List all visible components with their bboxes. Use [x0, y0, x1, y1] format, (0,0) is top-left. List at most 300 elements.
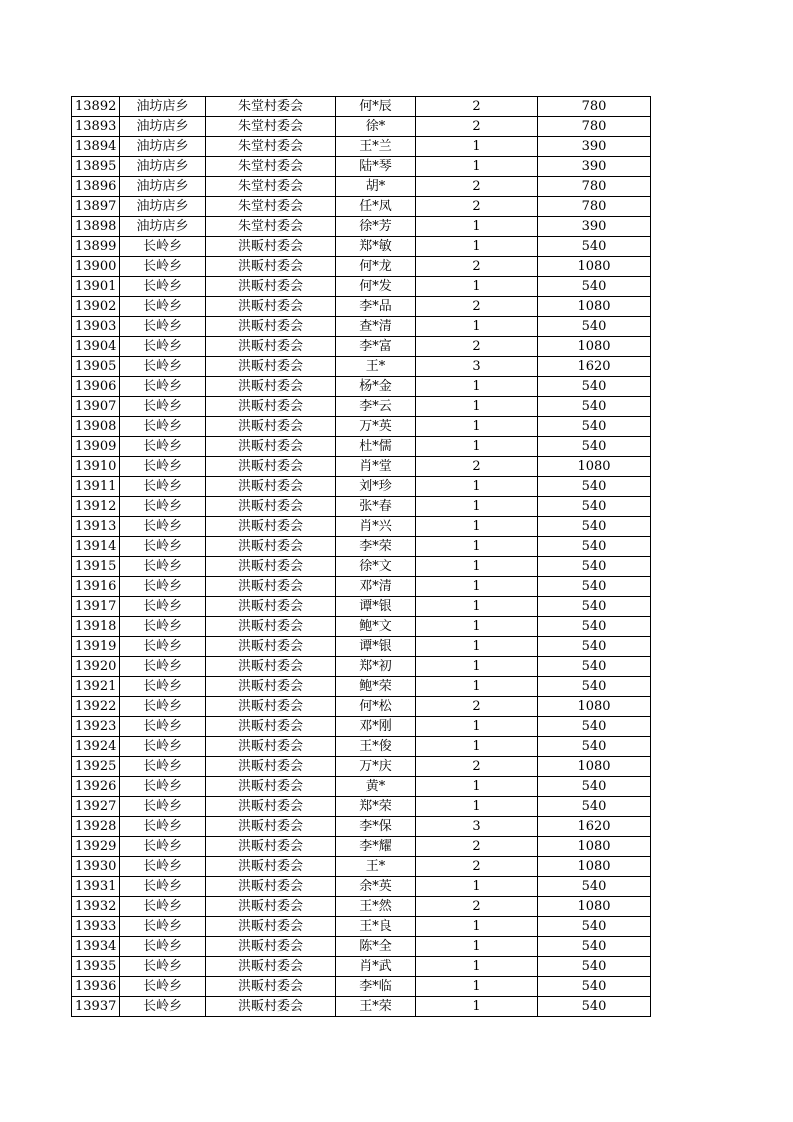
household-count-cell: 1: [416, 417, 538, 437]
village-committee-cell: 洪畈村委会: [206, 697, 336, 717]
table-row: [72, 657, 651, 677]
table-row: [72, 697, 651, 717]
amount-cell: 780: [538, 177, 651, 197]
township-cell: 长岭乡: [120, 417, 206, 437]
household-count-cell: 1: [416, 517, 538, 537]
township-cell: 长岭乡: [120, 357, 206, 377]
household-count-cell: 1: [416, 957, 538, 977]
household-count-cell: 1: [416, 997, 538, 1017]
township-cell: 长岭乡: [120, 317, 206, 337]
table-row: [72, 157, 651, 177]
name-cell: 鲍*文: [336, 617, 416, 637]
household-count-cell: 1: [416, 137, 538, 157]
table-row: [72, 237, 651, 257]
table-row: [72, 537, 651, 557]
village-committee-cell: 洪畈村委会: [206, 597, 336, 617]
table-row: [72, 817, 651, 837]
table-row: [72, 437, 651, 457]
table-row: [72, 517, 651, 537]
household-count-cell: 2: [416, 837, 538, 857]
household-count-cell: 2: [416, 177, 538, 197]
household-count-cell: 2: [416, 857, 538, 877]
name-cell: 陆*琴: [336, 157, 416, 177]
amount-cell: 540: [538, 997, 651, 1017]
household-count-cell: 1: [416, 397, 538, 417]
household-count-cell: 1: [416, 537, 538, 557]
household-count-cell: 2: [416, 117, 538, 137]
name-cell: 郑*荣: [336, 797, 416, 817]
amount-cell: 1080: [538, 337, 651, 357]
amount-cell: 540: [538, 797, 651, 817]
household-count-cell: 1: [416, 657, 538, 677]
table-row: [72, 857, 651, 877]
household-count-cell: 1: [416, 937, 538, 957]
amount-cell: 540: [538, 677, 651, 697]
name-cell: 黄*: [336, 777, 416, 797]
household-count-cell: 1: [416, 557, 538, 577]
village-committee-cell: 洪畈村委会: [206, 477, 336, 497]
table-row: [72, 797, 651, 817]
amount-cell: 540: [538, 877, 651, 897]
township-cell: 长岭乡: [120, 437, 206, 457]
table-row: [72, 757, 651, 777]
name-cell: 王*良: [336, 917, 416, 937]
table-row: [72, 617, 651, 637]
name-cell: 万*英: [336, 417, 416, 437]
household-count-cell: 1: [416, 277, 538, 297]
amount-cell: 1080: [538, 837, 651, 857]
row-id-cell: 13919: [72, 637, 120, 657]
township-cell: 长岭乡: [120, 337, 206, 357]
township-cell: 长岭乡: [120, 377, 206, 397]
name-cell: 邓*刚: [336, 717, 416, 737]
row-id-cell: 13937: [72, 997, 120, 1017]
row-id-cell: 13911: [72, 477, 120, 497]
household-count-cell: 3: [416, 357, 538, 377]
name-cell: 余*英: [336, 877, 416, 897]
table-row: [72, 837, 651, 857]
household-count-cell: 2: [416, 197, 538, 217]
name-cell: 李*富: [336, 337, 416, 357]
household-count-cell: 1: [416, 237, 538, 257]
name-cell: 李*保: [336, 817, 416, 837]
table-row: [72, 557, 651, 577]
name-cell: 李*品: [336, 297, 416, 317]
row-id-cell: 13928: [72, 817, 120, 837]
village-committee-cell: 朱堂村委会: [206, 117, 336, 137]
name-cell: 肖*武: [336, 957, 416, 977]
name-cell: 邓*清: [336, 577, 416, 597]
name-cell: 万*庆: [336, 757, 416, 777]
township-cell: 长岭乡: [120, 857, 206, 877]
village-committee-cell: 洪畈村委会: [206, 537, 336, 557]
village-committee-cell: 洪畈村委会: [206, 837, 336, 857]
table-body: [72, 97, 651, 1017]
amount-cell: 390: [538, 157, 651, 177]
row-id-cell: 13921: [72, 677, 120, 697]
name-cell: 刘*珍: [336, 477, 416, 497]
row-id-cell: 13901: [72, 277, 120, 297]
row-id-cell: 13894: [72, 137, 120, 157]
row-id-cell: 13900: [72, 257, 120, 277]
row-id-cell: 13895: [72, 157, 120, 177]
table-row: [72, 777, 651, 797]
name-cell: 王*荣: [336, 997, 416, 1017]
household-count-cell: 2: [416, 257, 538, 277]
table-row: [72, 117, 651, 137]
name-cell: 王*: [336, 357, 416, 377]
household-count-cell: 1: [416, 217, 538, 237]
township-cell: 长岭乡: [120, 277, 206, 297]
household-count-cell: 1: [416, 777, 538, 797]
amount-cell: 540: [538, 577, 651, 597]
township-cell: 油坊店乡: [120, 217, 206, 237]
township-cell: 长岭乡: [120, 477, 206, 497]
village-committee-cell: 朱堂村委会: [206, 137, 336, 157]
table-row: [72, 337, 651, 357]
amount-cell: 540: [538, 917, 651, 937]
village-committee-cell: 洪畈村委会: [206, 657, 336, 677]
village-committee-cell: 朱堂村委会: [206, 97, 336, 117]
name-cell: 郑*初: [336, 657, 416, 677]
amount-cell: 540: [538, 597, 651, 617]
table-row: [72, 637, 651, 657]
township-cell: 长岭乡: [120, 297, 206, 317]
name-cell: 陈*全: [336, 937, 416, 957]
village-committee-cell: 洪畈村委会: [206, 277, 336, 297]
row-id-cell: 13892: [72, 97, 120, 117]
table-row: [72, 477, 651, 497]
village-committee-cell: 朱堂村委会: [206, 177, 336, 197]
name-cell: 王*兰: [336, 137, 416, 157]
name-cell: 徐*: [336, 117, 416, 137]
row-id-cell: 13912: [72, 497, 120, 517]
amount-cell: 540: [538, 737, 651, 757]
township-cell: 长岭乡: [120, 617, 206, 637]
village-committee-cell: 洪畈村委会: [206, 257, 336, 277]
amount-cell: 1080: [538, 257, 651, 277]
row-id-cell: 13909: [72, 437, 120, 457]
row-id-cell: 13910: [72, 457, 120, 477]
row-id-cell: 13933: [72, 917, 120, 937]
township-cell: 油坊店乡: [120, 97, 206, 117]
village-committee-cell: 洪畈村委会: [206, 377, 336, 397]
table-row: [72, 137, 651, 157]
township-cell: 长岭乡: [120, 697, 206, 717]
village-committee-cell: 洪畈村委会: [206, 337, 336, 357]
township-cell: 长岭乡: [120, 637, 206, 657]
village-committee-cell: 洪畈村委会: [206, 637, 336, 657]
township-cell: 长岭乡: [120, 977, 206, 997]
township-cell: 长岭乡: [120, 757, 206, 777]
township-cell: 油坊店乡: [120, 157, 206, 177]
household-count-cell: 1: [416, 677, 538, 697]
name-cell: 谭*银: [336, 597, 416, 617]
village-committee-cell: 洪畈村委会: [206, 917, 336, 937]
subsidy-table: [71, 96, 651, 1017]
township-cell: 长岭乡: [120, 917, 206, 937]
row-id-cell: 13924: [72, 737, 120, 757]
table-row: [72, 457, 651, 477]
amount-cell: 540: [538, 237, 651, 257]
village-committee-cell: 洪畈村委会: [206, 977, 336, 997]
household-count-cell: 1: [416, 737, 538, 757]
row-id-cell: 13932: [72, 897, 120, 917]
name-cell: 肖*堂: [336, 457, 416, 477]
name-cell: 胡*: [336, 177, 416, 197]
name-cell: 徐*芳: [336, 217, 416, 237]
township-cell: 长岭乡: [120, 777, 206, 797]
table-row: [72, 897, 651, 917]
household-count-cell: 1: [416, 497, 538, 517]
table-row: [72, 877, 651, 897]
household-count-cell: 1: [416, 437, 538, 457]
township-cell: 长岭乡: [120, 457, 206, 477]
village-committee-cell: 洪畈村委会: [206, 737, 336, 757]
household-count-cell: 1: [416, 157, 538, 177]
amount-cell: 540: [538, 517, 651, 537]
amount-cell: 540: [538, 417, 651, 437]
row-id-cell: 13913: [72, 517, 120, 537]
name-cell: 李*荣: [336, 537, 416, 557]
household-count-cell: 2: [416, 697, 538, 717]
household-count-cell: 2: [416, 757, 538, 777]
row-id-cell: 13936: [72, 977, 120, 997]
name-cell: 王*: [336, 857, 416, 877]
table-row: [72, 497, 651, 517]
amount-cell: 540: [538, 617, 651, 637]
amount-cell: 540: [538, 317, 651, 337]
table-row: [72, 597, 651, 617]
village-committee-cell: 朱堂村委会: [206, 197, 336, 217]
amount-cell: 1620: [538, 357, 651, 377]
village-committee-cell: 洪畈村委会: [206, 357, 336, 377]
village-committee-cell: 洪畈村委会: [206, 817, 336, 837]
household-count-cell: 2: [416, 897, 538, 917]
village-committee-cell: 洪畈村委会: [206, 897, 336, 917]
name-cell: 徐*文: [336, 557, 416, 577]
village-committee-cell: 洪畈村委会: [206, 717, 336, 737]
table-row: [72, 257, 651, 277]
village-committee-cell: 洪畈村委会: [206, 877, 336, 897]
row-id-cell: 13906: [72, 377, 120, 397]
name-cell: 王*然: [336, 897, 416, 917]
row-id-cell: 13915: [72, 557, 120, 577]
name-cell: 郑*敏: [336, 237, 416, 257]
row-id-cell: 13920: [72, 657, 120, 677]
village-committee-cell: 洪畈村委会: [206, 937, 336, 957]
row-id-cell: 13903: [72, 317, 120, 337]
village-committee-cell: 洪畈村委会: [206, 457, 336, 477]
amount-cell: 390: [538, 217, 651, 237]
township-cell: 长岭乡: [120, 837, 206, 857]
village-committee-cell: 朱堂村委会: [206, 217, 336, 237]
amount-cell: 1080: [538, 897, 651, 917]
row-id-cell: 13914: [72, 537, 120, 557]
amount-cell: 540: [538, 377, 651, 397]
table-row: [72, 977, 651, 997]
township-cell: 油坊店乡: [120, 117, 206, 137]
name-cell: 李*耀: [336, 837, 416, 857]
row-id-cell: 13905: [72, 357, 120, 377]
row-id-cell: 13893: [72, 117, 120, 137]
township-cell: 长岭乡: [120, 577, 206, 597]
household-count-cell: 2: [416, 457, 538, 477]
township-cell: 长岭乡: [120, 597, 206, 617]
table-row: [72, 737, 651, 757]
amount-cell: 540: [538, 537, 651, 557]
household-count-cell: 1: [416, 637, 538, 657]
row-id-cell: 13922: [72, 697, 120, 717]
township-cell: 长岭乡: [120, 517, 206, 537]
name-cell: 杜*儒: [336, 437, 416, 457]
household-count-cell: 3: [416, 817, 538, 837]
name-cell: 任*凤: [336, 197, 416, 217]
amount-cell: 540: [538, 937, 651, 957]
name-cell: 何*龙: [336, 257, 416, 277]
row-id-cell: 13917: [72, 597, 120, 617]
amount-cell: 390: [538, 137, 651, 157]
table-row: [72, 917, 651, 937]
table-row: [72, 417, 651, 437]
township-cell: 油坊店乡: [120, 137, 206, 157]
township-cell: 长岭乡: [120, 737, 206, 757]
table-row: [72, 197, 651, 217]
name-cell: 何*辰: [336, 97, 416, 117]
amount-cell: 1080: [538, 857, 651, 877]
village-committee-cell: 洪畈村委会: [206, 517, 336, 537]
amount-cell: 1080: [538, 297, 651, 317]
table-row: [72, 717, 651, 737]
amount-cell: 540: [538, 557, 651, 577]
table-row: [72, 217, 651, 237]
household-count-cell: 1: [416, 617, 538, 637]
village-committee-cell: 洪畈村委会: [206, 417, 336, 437]
name-cell: 李*云: [336, 397, 416, 417]
table-row: [72, 577, 651, 597]
row-id-cell: 13931: [72, 877, 120, 897]
row-id-cell: 13935: [72, 957, 120, 977]
table-row: [72, 277, 651, 297]
amount-cell: 540: [538, 397, 651, 417]
household-count-cell: 2: [416, 337, 538, 357]
row-id-cell: 13896: [72, 177, 120, 197]
name-cell: 杨*金: [336, 377, 416, 397]
amount-cell: 1080: [538, 757, 651, 777]
township-cell: 长岭乡: [120, 717, 206, 737]
township-cell: 长岭乡: [120, 877, 206, 897]
row-id-cell: 13916: [72, 577, 120, 597]
row-id-cell: 13923: [72, 717, 120, 737]
row-id-cell: 13897: [72, 197, 120, 217]
amount-cell: 540: [538, 437, 651, 457]
township-cell: 长岭乡: [120, 937, 206, 957]
row-id-cell: 13918: [72, 617, 120, 637]
table-row: [72, 397, 651, 417]
row-id-cell: 13908: [72, 417, 120, 437]
village-committee-cell: 洪畈村委会: [206, 857, 336, 877]
amount-cell: 1620: [538, 817, 651, 837]
table-row: [72, 377, 651, 397]
household-count-cell: 1: [416, 377, 538, 397]
village-committee-cell: 洪畈村委会: [206, 557, 336, 577]
row-id-cell: 13925: [72, 757, 120, 777]
amount-cell: 540: [538, 657, 651, 677]
table-row: [72, 997, 651, 1017]
village-committee-cell: 洪畈村委会: [206, 577, 336, 597]
row-id-cell: 13927: [72, 797, 120, 817]
village-committee-cell: 洪畈村委会: [206, 777, 336, 797]
village-committee-cell: 洪畈村委会: [206, 397, 336, 417]
amount-cell: 540: [538, 477, 651, 497]
household-count-cell: 1: [416, 477, 538, 497]
household-count-cell: 1: [416, 917, 538, 937]
amount-cell: 780: [538, 197, 651, 217]
village-committee-cell: 洪畈村委会: [206, 237, 336, 257]
row-id-cell: 13902: [72, 297, 120, 317]
household-count-cell: 1: [416, 797, 538, 817]
household-count-cell: 1: [416, 717, 538, 737]
table-row: [72, 317, 651, 337]
household-count-cell: 2: [416, 97, 538, 117]
row-id-cell: 13899: [72, 237, 120, 257]
household-count-cell: 1: [416, 577, 538, 597]
village-committee-cell: 洪畈村委会: [206, 617, 336, 637]
township-cell: 长岭乡: [120, 497, 206, 517]
township-cell: 长岭乡: [120, 537, 206, 557]
name-cell: 何*松: [336, 697, 416, 717]
amount-cell: 780: [538, 117, 651, 137]
household-count-cell: 1: [416, 597, 538, 617]
amount-cell: 540: [538, 497, 651, 517]
table-row: [72, 297, 651, 317]
village-committee-cell: 洪畈村委会: [206, 437, 336, 457]
village-committee-cell: 朱堂村委会: [206, 157, 336, 177]
name-cell: 谭*银: [336, 637, 416, 657]
household-count-cell: 2: [416, 297, 538, 317]
township-cell: 长岭乡: [120, 237, 206, 257]
row-id-cell: 13930: [72, 857, 120, 877]
name-cell: 肖*兴: [336, 517, 416, 537]
township-cell: 长岭乡: [120, 817, 206, 837]
village-committee-cell: 洪畈村委会: [206, 997, 336, 1017]
township-cell: 长岭乡: [120, 397, 206, 417]
township-cell: 长岭乡: [120, 957, 206, 977]
village-committee-cell: 洪畈村委会: [206, 677, 336, 697]
village-committee-cell: 洪畈村委会: [206, 497, 336, 517]
township-cell: 油坊店乡: [120, 177, 206, 197]
township-cell: 长岭乡: [120, 797, 206, 817]
name-cell: 查*清: [336, 317, 416, 337]
row-id-cell: 13898: [72, 217, 120, 237]
township-cell: 长岭乡: [120, 897, 206, 917]
row-id-cell: 13907: [72, 397, 120, 417]
village-committee-cell: 洪畈村委会: [206, 297, 336, 317]
township-cell: 油坊店乡: [120, 197, 206, 217]
amount-cell: 540: [538, 637, 651, 657]
row-id-cell: 13926: [72, 777, 120, 797]
table-row: [72, 97, 651, 117]
township-cell: 长岭乡: [120, 657, 206, 677]
amount-cell: 540: [538, 277, 651, 297]
household-count-cell: 1: [416, 977, 538, 997]
table-row: [72, 177, 651, 197]
amount-cell: 780: [538, 97, 651, 117]
row-id-cell: 13904: [72, 337, 120, 357]
amount-cell: 1080: [538, 697, 651, 717]
household-count-cell: 1: [416, 877, 538, 897]
table-row: [72, 357, 651, 377]
